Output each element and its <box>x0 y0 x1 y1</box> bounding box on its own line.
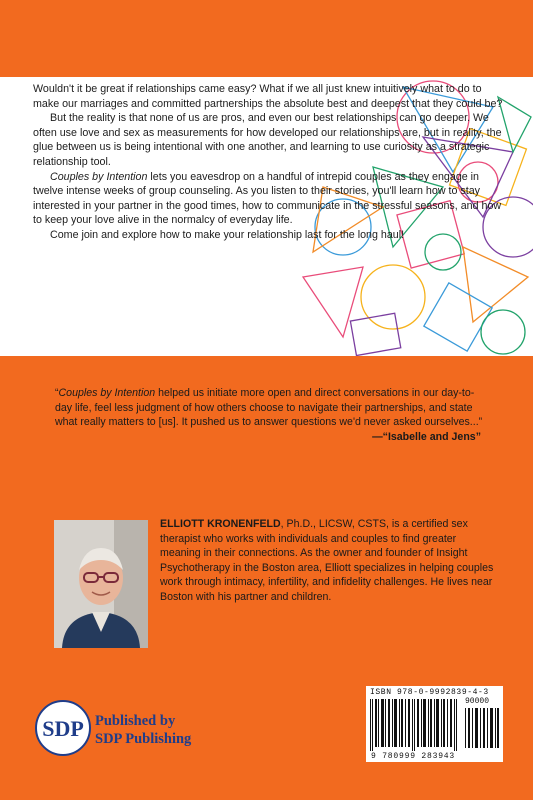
isbn-text: ISBN 978-0-9992839-4-3 <box>370 688 489 697</box>
author-bio-body: , Ph.D., LICSW, CSTS, is a certified sex therapist who works with individuals and couples to find greater meaning in their connections. As the owner and founder of Insight Psychotherapy in the Boston area, Elliott specializes in helping couples work through intimacy, infertility, and infidelity challenges. He lives near Boston with his partner and children. <box>160 518 494 603</box>
blurb-band <box>0 77 533 356</box>
testimonial-attribution: —“Isabelle and Jens” <box>372 430 481 443</box>
author-name: ELLIOTT KRONENFELD <box>160 518 281 530</box>
testimonial-body: helped us initiate more open and direct conversations in our day-to-day life, feel less judgment of how others choose to navigate their partnerships, and state what really matters to [us]. It pushed us to answer questions we'd never asked ourselves...” <box>55 387 483 428</box>
quote-open: “ <box>55 387 59 399</box>
blurb-paragraph-2: But the reality is that none of us are pros, and even our best relationships can go deeper. We often use love and sex as measurements for how developed our relationships are, but in reality, the glue between us is being intentional with one another, and learning to use curiosity as a strategic relationship tool. <box>33 112 502 168</box>
testimonial-book-title: Couples by Intention <box>58 387 156 399</box>
price-barcode-bars <box>465 708 499 748</box>
price-code: 90000 <box>465 697 490 706</box>
barcode-digits: 9 780999 283943 <box>371 752 456 761</box>
author-photo <box>54 520 148 648</box>
blurb-paragraph-4: Come join and explore how to make your relationship last for the long haul! <box>50 228 405 241</box>
publisher-name <box>95 712 191 748</box>
logo-letters: SDP <box>42 716 84 741</box>
book-title: Couples by Intention <box>50 170 148 183</box>
blurb-paragraph-1: Wouldn't it be great if relationships came easy? What if we all just knew intuitively what to do to make our marriages and committed partnerships the absolute best and deepest that they could be? <box>33 83 503 110</box>
barcode-bars <box>370 699 460 751</box>
blurb-text <box>33 82 505 243</box>
testimonial-text <box>55 386 485 443</box>
publisher-label: SDP Publishing <box>95 731 192 747</box>
author-bio-text <box>160 517 495 604</box>
blurb-paragraph-3 <box>33 170 505 228</box>
author-bio <box>160 517 495 604</box>
isbn-barcode <box>366 686 503 762</box>
testimonial <box>55 386 485 444</box>
blurb-paragraph-3-text: lets you eavesdrop on a handful of intrepid couples as they engage in twelve intense weeks of group counseling. As you listen to their stories, you'll learn how to stay interested in your partner in the good times, how to communicate in the stressful seasons, and how to keep your love alive in the normalcy of everyday life. <box>33 170 502 227</box>
sdp-logo-icon <box>33 698 93 758</box>
published-by-label: Published by <box>95 713 176 729</box>
